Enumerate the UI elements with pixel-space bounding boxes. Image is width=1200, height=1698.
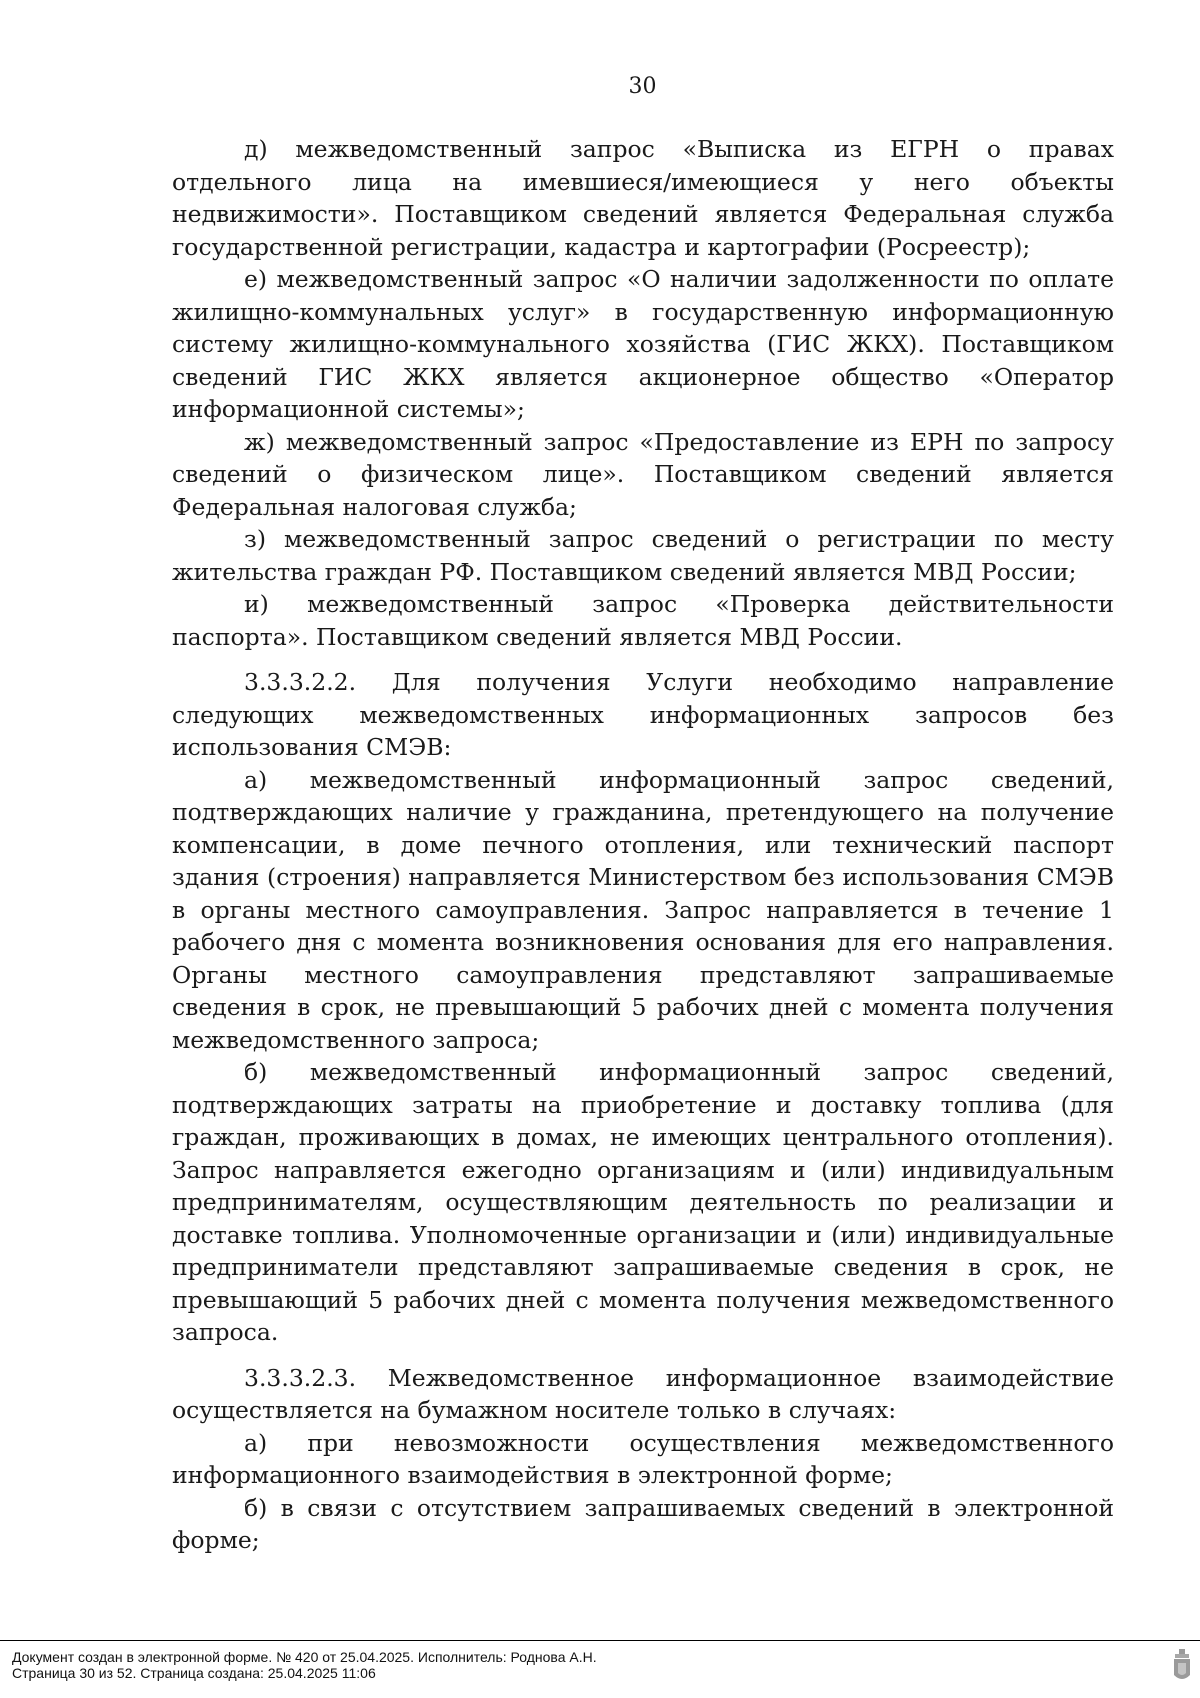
paragraph-e: е) межведомственный запрос «О наличии задолженности по оплате жилищно-коммунальных услуг» в государственную информационную систему жилищно-коммунального хозяйства (ГИС ЖКХ). Поставщиком сведений ГИС ЖКХ является акционерное общество «Оператор информационной системы»;	[172, 265, 1114, 423]
page-number: 30	[628, 74, 657, 99]
section-3-3-3-2-2: 3.3.3.2.2. Для получения Услуги необходимо направление следующих межведомственных информационных запросов без использования СМЭВ:	[172, 668, 1114, 761]
footer-document-info: Документ создан в электронной форме. № 420 от 25.04.2025. Исполнитель: Роднова А.Н.	[12, 1649, 597, 1665]
paragraph-i: и) межведомственный запрос «Проверка действительности паспорта». Поставщиком сведений является МВД России.	[172, 590, 1114, 651]
coat-of-arms-icon	[1172, 1649, 1192, 1683]
paragraph-d: д) межведомственный запрос «Выписка из ЕГРН о правах отдельного лица на имевшиеся/имеющиеся у него объекты недвижимости». Поставщиком сведений является Федеральная служба государственной регистрации, кадастра и картографии (Росреестр);	[172, 135, 1114, 261]
footer-page-info: Страница 30 из 52. Страница создана: 25.04.2025 11:06	[12, 1665, 376, 1681]
paragraph-zh: ж) межведомственный запрос «Предоставление из ЕРН по запросу сведений о физическом лице». Поставщиком сведений является Федеральная налоговая служба;	[172, 427, 1114, 521]
footer-divider	[0, 1640, 1200, 1641]
paragraph-a-first: а) межведомственный информационный запрос сведений, подтверждающих наличие у гражданина, претендующего на получение компенсации, в доме печного отопления, или технический паспорт здания (строения) направляется Министерством без использования СМЭВ в органы местного самоуправления. Запрос направляется в течение 1 рабочего дня с момента возникновения основания для его направления. Органы местного самоуправления представляют запрашиваемые сведения в срок, не превышающий 5 рабочих дней с момента получения межведомственного запроса;	[172, 765, 1114, 1054]
paragraph-z: з) межведомственный запрос сведений о регистрации по месту жительства граждан РФ. Поставщиком сведений является МВД России;	[172, 525, 1114, 586]
paragraph-b-second: б) в связи с отсутствием запрашиваемых сведений в электронной форме;	[172, 1493, 1114, 1554]
document-body	[172, 133, 1114, 1557]
section-3-3-3-2-3: 3.3.3.2.3. Межведомственное информационное взаимодействие осуществляется на бумажном носителе только в случаях:	[172, 1363, 1114, 1424]
paragraph-a-second: а) при невозможности осуществления межведомственного информационного взаимодействия в электронной форме;	[172, 1428, 1114, 1489]
paragraph-b-first: б) межведомственный информационный запрос сведений, подтверждающих затраты на приобретение и доставку топлива (для граждан, проживающих в домах, не имеющих центрального отопления). Запрос направляется ежегодно организациям и (или) индивидуальным предпринимателям, осуществляющим деятельность по реализации и доставке топлива. Уполномоченные организации и (или) индивидуальные предприниматели представляют запрашиваемые сведения в срок, не превышающий 5 рабочих дней с момента получения межведомственного запроса.	[172, 1058, 1114, 1346]
document-footer	[12, 1649, 597, 1681]
